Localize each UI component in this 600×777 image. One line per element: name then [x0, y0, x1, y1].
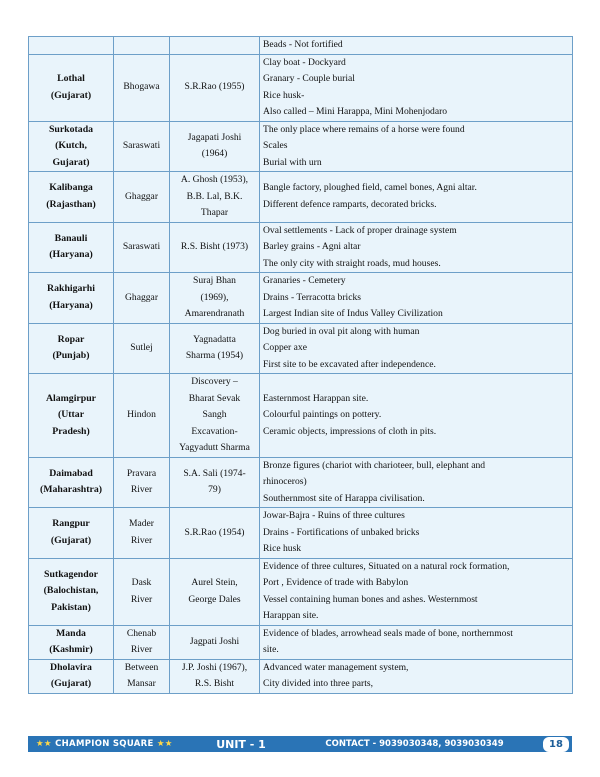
site-line: Banauli — [54, 232, 88, 244]
river-cell — [114, 625, 170, 659]
excavator-line: S.A. Sali (1974- — [183, 467, 246, 479]
river-line: Dask — [131, 577, 152, 588]
site-cell — [29, 508, 114, 559]
site-line: Sutkagendor — [44, 568, 98, 580]
notes-line: First site to be excavated after independence. — [263, 358, 436, 370]
notes-line: Colourful paintings on pottery. — [263, 409, 382, 420]
excavator-line: (1964) — [201, 148, 228, 160]
notes-line: Granaries - Cemetery — [263, 275, 346, 286]
table-row — [29, 457, 573, 508]
table-row — [29, 222, 573, 273]
river-cell — [114, 222, 170, 273]
river-cell — [114, 659, 170, 693]
river-line: Mader — [128, 518, 155, 530]
notes-cell — [260, 558, 573, 625]
site-line: (Haryana) — [49, 249, 93, 261]
excavator-line: A. Ghosh (1953), — [180, 174, 249, 185]
notes-cell — [260, 273, 573, 324]
excavator-line: Yagyadutt Sharma — [179, 442, 250, 453]
river-cell — [114, 374, 170, 458]
excavator-line: Jagapati Joshi — [187, 131, 242, 143]
site-cell — [29, 37, 114, 55]
site-cell — [29, 54, 114, 121]
excavator-cell — [170, 323, 260, 374]
notes-line: Advanced water management system, — [263, 661, 409, 673]
unit-label: UNIT - 1 — [216, 737, 266, 751]
notes-line: Scales — [263, 140, 288, 151]
excavator-line: Jagpati Joshi — [189, 635, 240, 647]
excavator-cell — [170, 222, 260, 273]
site-line: (Maharashtra) — [39, 484, 103, 496]
page-number: 18 — [543, 737, 569, 752]
excavator-cell — [170, 558, 260, 625]
river-cell — [114, 37, 170, 55]
notes-cell — [260, 222, 573, 273]
river-line: Mansar — [127, 678, 156, 689]
excavator-cell — [170, 625, 260, 659]
river-cell — [114, 457, 170, 508]
table-row — [29, 508, 573, 559]
notes-line: Drains - Terracotta bricks — [263, 291, 361, 303]
notes-cell — [260, 625, 573, 659]
harappan-sites-table — [28, 36, 573, 694]
notes-line: Evidence of three cultures, Situated on a natural rock formation, — [263, 560, 510, 572]
notes-cell — [260, 54, 573, 121]
site-line: Gujarat) — [52, 156, 90, 168]
excavator-cell — [170, 54, 260, 121]
notes-line: Harappan site. — [263, 610, 319, 621]
site-line: Kalibanga — [49, 182, 93, 194]
excavator-line: Discovery – — [191, 376, 238, 387]
table-row — [29, 625, 573, 659]
excavator-cell — [170, 172, 260, 223]
site-cell — [29, 625, 114, 659]
site-line: (Haryana) — [49, 299, 93, 311]
table-body — [29, 37, 573, 694]
site-line: Surkotada — [48, 123, 94, 135]
table-row — [29, 659, 573, 693]
site-line: Daimabad — [49, 467, 93, 479]
excavator-line: Aurel Stein, — [191, 577, 238, 588]
table-row — [29, 374, 573, 458]
river-line: Saraswati — [122, 241, 161, 252]
excavator-line: S.R.Rao (1954) — [184, 526, 245, 538]
notes-line: Ceramic objects, impressions of cloth in pits. — [263, 425, 437, 437]
river-cell — [114, 54, 170, 121]
river-line: Ghaggar — [124, 291, 159, 303]
river-line: Chenab — [126, 627, 157, 639]
site-line: (Gujarat) — [50, 678, 92, 689]
table-row — [29, 121, 573, 172]
notes-line: Oval settlements - Lack of proper drainage system — [263, 224, 457, 236]
site-line: Pradesh) — [52, 425, 90, 437]
river-line: River — [130, 534, 153, 546]
excavator-line: J.P. Joshi (1967), — [181, 661, 248, 673]
notes-cell — [260, 323, 573, 374]
site-line: Dholavira — [50, 661, 92, 673]
brand-name: CHAMPION SQUARE — [55, 739, 154, 749]
notes-cell — [260, 659, 573, 693]
excavator-line: R.S. Bisht — [194, 678, 235, 689]
notes-line: Rice husk — [263, 543, 302, 554]
site-cell — [29, 558, 114, 625]
excavator-line: R.S. Bisht (1973) — [180, 241, 249, 252]
notes-line: The only city with straight roads, mud houses. — [263, 257, 441, 269]
river-line: Hindon — [127, 409, 156, 420]
notes-line: Southernmost site of Harappa civilisation. — [263, 492, 425, 504]
notes-line: Largest Indian site of Indus Valley Civilization — [263, 308, 443, 319]
notes-line: Burial with urn — [263, 156, 322, 168]
notes-cell — [260, 457, 573, 508]
notes-line: Granary - Couple burial — [263, 73, 355, 84]
river-line: Bhogawa — [123, 81, 160, 93]
river-cell — [114, 558, 170, 625]
site-line: Ropar — [57, 333, 85, 345]
notes-line: Clay boat - Dockyard — [263, 56, 346, 68]
notes-line: Beads - Not fortified — [263, 39, 343, 50]
notes-cell — [260, 37, 573, 55]
excavator-line: George Dales — [188, 593, 241, 605]
notes-line: Vessel containing human bones and ashes. Westernmost — [263, 593, 478, 605]
site-line: (Punjab) — [52, 350, 90, 362]
river-cell — [114, 121, 170, 172]
excavator-cell — [170, 659, 260, 693]
excavator-line: S.R.Rao (1955) — [184, 81, 245, 93]
notes-line: Different defence ramparts, decorated bricks. — [263, 198, 437, 210]
table-row — [29, 273, 573, 324]
excavator-cell — [170, 374, 260, 458]
site-cell — [29, 457, 114, 508]
notes-cell — [260, 121, 573, 172]
notes-line: Jowar-Bajra - Ruins of three cultures — [263, 510, 405, 521]
excavator-line: Yagnadatta — [193, 333, 236, 345]
notes-cell — [260, 508, 573, 559]
river-line: River — [130, 484, 153, 496]
notes-line: Barley grains - Agni altar — [263, 241, 361, 252]
contact-info: CONTACT - 9039030348, 9039030349 — [325, 739, 504, 749]
excavator-cell — [170, 457, 260, 508]
table-row — [29, 172, 573, 223]
table-row — [29, 323, 573, 374]
river-cell — [114, 273, 170, 324]
excavator-line: Suraj Bhan — [193, 275, 236, 286]
notes-line: Evidence of blades, arrowhead seals made of bone, northernmost — [263, 627, 513, 639]
river-cell — [114, 172, 170, 223]
notes-line: Rice husk- — [263, 89, 305, 101]
excavator-line: Sharma (1954) — [185, 350, 244, 362]
notes-line: rhinoceros) — [263, 476, 307, 487]
notes-line: Also called – Mini Harappa, Mini Mohenjodaro — [263, 106, 448, 117]
site-line: Manda — [56, 627, 86, 639]
excavator-cell — [170, 121, 260, 172]
table-row — [29, 558, 573, 625]
river-line: Sutlej — [130, 342, 153, 353]
site-cell — [29, 222, 114, 273]
excavator-cell — [170, 37, 260, 55]
site-line: (Balochistan, — [43, 585, 99, 597]
river-cell — [114, 508, 170, 559]
river-line: River — [130, 593, 153, 605]
river-line: Ghaggar — [124, 190, 159, 202]
excavator-cell — [170, 508, 260, 559]
excavator-line: Sangh — [202, 409, 227, 420]
site-line: (Rajasthan) — [46, 198, 96, 210]
site-cell — [29, 323, 114, 374]
site-line: (Kashmir) — [49, 644, 93, 655]
notes-line: City divided into three parts, — [263, 678, 374, 689]
star-icon: ★★ — [156, 739, 173, 749]
site-cell — [29, 172, 114, 223]
river-line: River — [130, 644, 153, 655]
site-line: Rakhigarhi — [47, 283, 95, 295]
site-cell — [29, 659, 114, 693]
star-icon: ★★ — [36, 739, 52, 749]
excavator-line: Excavation- — [191, 425, 238, 437]
notes-cell — [260, 172, 573, 223]
river-line: Pravara — [126, 467, 157, 479]
excavator-line: Amarendranath — [184, 308, 245, 319]
notes-line: site. — [263, 644, 279, 655]
excavator-cell — [170, 273, 260, 324]
page-footer — [28, 736, 572, 752]
excavator-line: Bharat Sevak — [188, 392, 241, 404]
notes-line: Bangle factory, ploughed field, camel bones, Agni altar. — [263, 182, 477, 194]
river-line: Saraswati — [122, 140, 161, 151]
site-cell — [29, 374, 114, 458]
notes-cell — [260, 374, 573, 458]
footer-brand — [28, 739, 196, 749]
table-row — [29, 54, 573, 121]
excavator-line: B.B. Lal, B.K. — [186, 190, 243, 202]
excavator-line: 79) — [208, 484, 221, 496]
notes-line: Copper axe — [263, 342, 307, 353]
site-line: (Kutch, — [55, 140, 87, 151]
site-line: Rangpur — [52, 518, 90, 530]
site-cell — [29, 273, 114, 324]
site-line: Lothal — [57, 73, 85, 84]
river-line: Between — [124, 661, 159, 673]
river-cell — [114, 323, 170, 374]
site-line: Pakistan) — [51, 601, 91, 613]
site-line: (Gujarat) — [50, 534, 92, 546]
excavator-line: (1969), — [200, 291, 229, 303]
site-line: (Gujarat) — [50, 89, 92, 101]
site-line: (Uttar — [57, 409, 85, 420]
site-cell — [29, 121, 114, 172]
notes-line: Easternmost Harappan site. — [263, 392, 369, 404]
notes-line: Dog buried in oval pit along with human — [263, 325, 420, 337]
notes-line: The only place where remains of a horse were found — [263, 123, 465, 135]
excavator-line: Thapar — [200, 207, 229, 218]
notes-line: Bronze figures (chariot with charioteer, bull, elephant and — [263, 459, 486, 471]
notes-line: Port , Evidence of trade with Babylon — [263, 577, 409, 588]
notes-line: Drains - Fortifications of unbaked bricks — [263, 526, 420, 538]
site-line: Alamgirpur — [45, 392, 97, 404]
table-row — [29, 37, 573, 55]
